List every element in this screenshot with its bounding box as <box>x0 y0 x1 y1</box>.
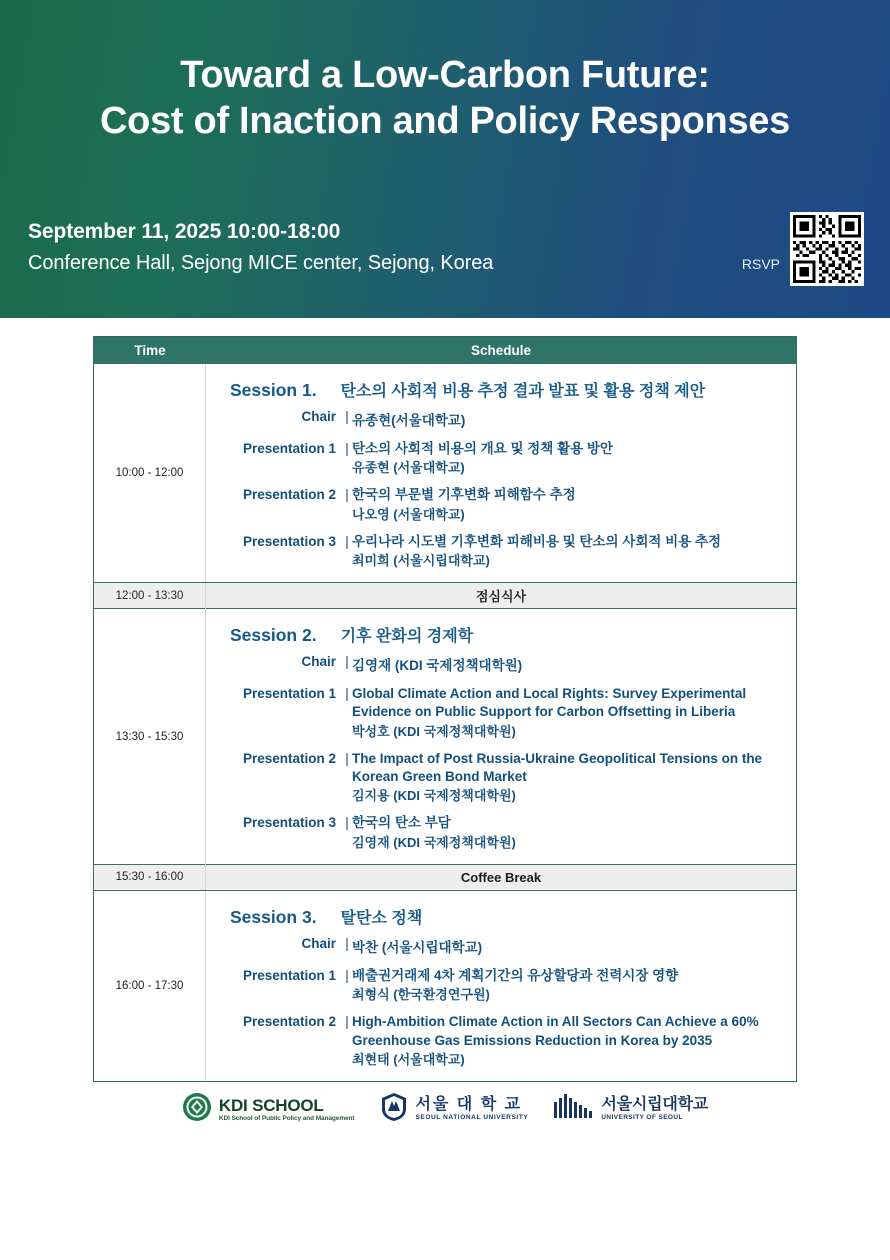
row-schedule <box>206 364 796 582</box>
logo-name: 서울시립대학교 <box>601 1096 709 1114</box>
presentation-title: 한국의 탄소 부담 <box>352 815 451 831</box>
presentation-author: 박성호 (KDI 국제정책대학원) <box>352 723 516 739</box>
session-number: Session 2. <box>230 625 317 646</box>
session-title: 탄소의 사회적 비용 추정 결과 발표 및 활용 정책 제안 <box>340 383 706 400</box>
session-number: Session 1. <box>230 380 317 400</box>
presentation-label: Presentation 2 <box>242 750 336 766</box>
column-header-schedule: Schedule <box>470 342 532 358</box>
logo-seoul-national-university <box>380 1092 528 1127</box>
row-time: 15:30 - 16:00 <box>94 864 206 890</box>
break-title: 점심식사 <box>475 589 527 605</box>
table-row <box>94 890 796 1081</box>
chair-name: 박찬 (서울시립대학교) <box>352 939 483 955</box>
presentation-body <box>352 814 788 851</box>
presentation-label: Presentation 1 <box>242 441 336 456</box>
chair-line <box>214 403 788 431</box>
rsvp-label: RSVP <box>741 256 780 272</box>
table-row-break <box>94 582 796 608</box>
session-title: 탈탄소 정책 <box>340 909 423 927</box>
rsvp-block[interactable] <box>742 212 864 286</box>
logo-university-of-seoul <box>554 1094 708 1125</box>
presentation-author: 최형식 (한국환경연구원) <box>352 987 490 1003</box>
presentation-author: 김지용 (KDI 국제정책대학원) <box>352 788 516 804</box>
logo-text-block <box>415 1097 528 1121</box>
session-title: 기후 완화의 경제학 <box>340 628 474 646</box>
presentation-item <box>214 477 788 523</box>
presentation-item <box>214 805 788 851</box>
presentation-title: 우리나라 시도별 기후변화 피해비용 및 탄소의 사회적 비용 추정 <box>352 533 722 549</box>
session-heading <box>214 619 788 648</box>
presentation-item <box>214 431 788 477</box>
presentation-author: 나오영 (서울대학교) <box>352 506 465 522</box>
presentation-author: 최미희 (서울시립대학교) <box>352 553 490 569</box>
event-meta <box>28 218 493 277</box>
page-title <box>0 0 890 145</box>
logo-name: 서울 대 학 교 <box>415 1096 523 1114</box>
presentation-label: Presentation 3 <box>242 533 336 549</box>
presentation-item <box>214 676 788 741</box>
schedule-table <box>93 336 797 1082</box>
presentation-item <box>214 741 788 806</box>
university-of-seoul-emblem-icon <box>554 1094 594 1125</box>
presentation-label: Presentation 3 <box>242 815 336 831</box>
table-row <box>94 363 796 582</box>
presentation-separator: | <box>345 815 349 831</box>
logo-subtitle: UNIVERSITY OF SEOUL <box>601 1114 683 1122</box>
break-title: Coffee Break <box>460 869 542 885</box>
event-venue: Conference Hall, Sejong MICE center, Sejong, Korea <box>28 252 494 275</box>
column-header-time: Time <box>134 342 166 358</box>
presentation-title: High-Ambition Climate Action in All Sectors Can Achieve a 60% Greenhouse Gas Emissions Reduction in Korea by 2035 <box>352 1014 759 1048</box>
presentation-author: 최현태 (서울대학교) <box>352 1051 465 1067</box>
title-line-2: Cost of Inaction and Policy Responses <box>100 100 790 143</box>
presentation-title: 탄소의 사회적 비용의 개요 및 정책 활용 방안 <box>352 441 613 456</box>
chair-label: Chair <box>301 409 336 424</box>
presentation-title: 배출권거래제 4차 계획기간의 유상할당과 전력시장 영향 <box>352 967 679 983</box>
presentation-label: Presentation 2 <box>242 487 336 503</box>
presentation-item <box>214 958 788 1004</box>
sponsor-logos <box>0 1082 890 1137</box>
presentation-body <box>352 967 788 1004</box>
row-time: 13:30 - 15:30 <box>94 609 206 864</box>
chair-line <box>214 648 788 676</box>
presentation-label: Presentation 1 <box>242 967 336 983</box>
presentation-label: Presentation 2 <box>242 1014 336 1030</box>
table-header-row <box>94 337 796 363</box>
session-heading <box>214 374 788 403</box>
row-schedule <box>206 609 796 864</box>
presentation-label: Presentation 1 <box>242 686 336 702</box>
table-row-break <box>94 864 796 890</box>
session-heading <box>214 901 788 930</box>
row-time: 16:00 - 17:30 <box>94 891 206 1081</box>
row-time: 10:00 - 12:00 <box>94 364 206 582</box>
logo-name: KDI SCHOOL <box>218 1095 324 1115</box>
presentation-body <box>352 440 788 477</box>
qr-code-icon[interactable] <box>790 212 864 286</box>
chair-separator: | <box>345 935 349 951</box>
presentation-separator: | <box>345 750 349 766</box>
presentation-title: The Impact of Post Russia-Ukraine Geopolitical Tensions on the Korean Green Bond Market <box>352 750 763 785</box>
presentation-separator: | <box>345 967 349 983</box>
logo-text-block <box>601 1097 708 1121</box>
presentation-separator: | <box>345 686 349 702</box>
presentation-title: 한국의 부문별 기후변화 피해함수 추정 <box>352 487 576 503</box>
event-date: September 11, 2025 10:00-18:00 <box>28 220 341 243</box>
logo-text-block <box>219 1097 355 1122</box>
row-time: 12:00 - 13:30 <box>94 583 206 609</box>
logo-subtitle: KDI School of Public Policy and Management <box>218 1114 355 1122</box>
chair-separator: | <box>345 654 349 670</box>
presentation-item <box>214 1004 788 1069</box>
presentation-item <box>214 524 788 570</box>
seoul-national-university-emblem-icon <box>380 1092 408 1127</box>
chair-name: 김영재 (KDI 국제정책대학원) <box>352 658 523 674</box>
presentation-separator: | <box>345 1014 349 1030</box>
session-number: Session 3. <box>230 906 317 927</box>
title-line-1: Toward a Low-Carbon Future: <box>180 54 710 96</box>
presentation-author: 김영재 (KDI 국제정책대학원) <box>352 834 516 850</box>
presentation-separator: | <box>345 533 349 549</box>
presentation-separator: | <box>345 441 349 456</box>
presentation-body <box>352 685 788 741</box>
poster-header <box>0 0 890 318</box>
presentation-title: Global Climate Action and Local Rights: Survey Experimental Evidence on Public Support for Carbon Offsetting in Liberia <box>352 686 747 720</box>
presentation-body <box>352 533 788 570</box>
kdi-school-emblem-icon <box>182 1092 212 1127</box>
chair-label: Chair <box>301 935 336 951</box>
logo-subtitle: SEOUL NATIONAL UNIVERSITY <box>415 1114 529 1122</box>
presentation-author: 유종현 (서울대학교) <box>352 460 465 476</box>
table-row <box>94 608 796 864</box>
row-schedule <box>206 891 796 1081</box>
presentation-body <box>352 750 788 806</box>
presentation-separator: | <box>345 487 349 503</box>
chair-name: 유종현(서울대학교) <box>352 413 466 428</box>
logo-kdi-school <box>182 1092 355 1127</box>
schedule-sheet <box>0 336 890 1082</box>
chair-line <box>214 930 788 958</box>
chair-separator: | <box>345 409 349 424</box>
presentation-body <box>352 486 788 523</box>
chair-label: Chair <box>301 654 336 670</box>
presentation-body <box>352 1013 788 1069</box>
